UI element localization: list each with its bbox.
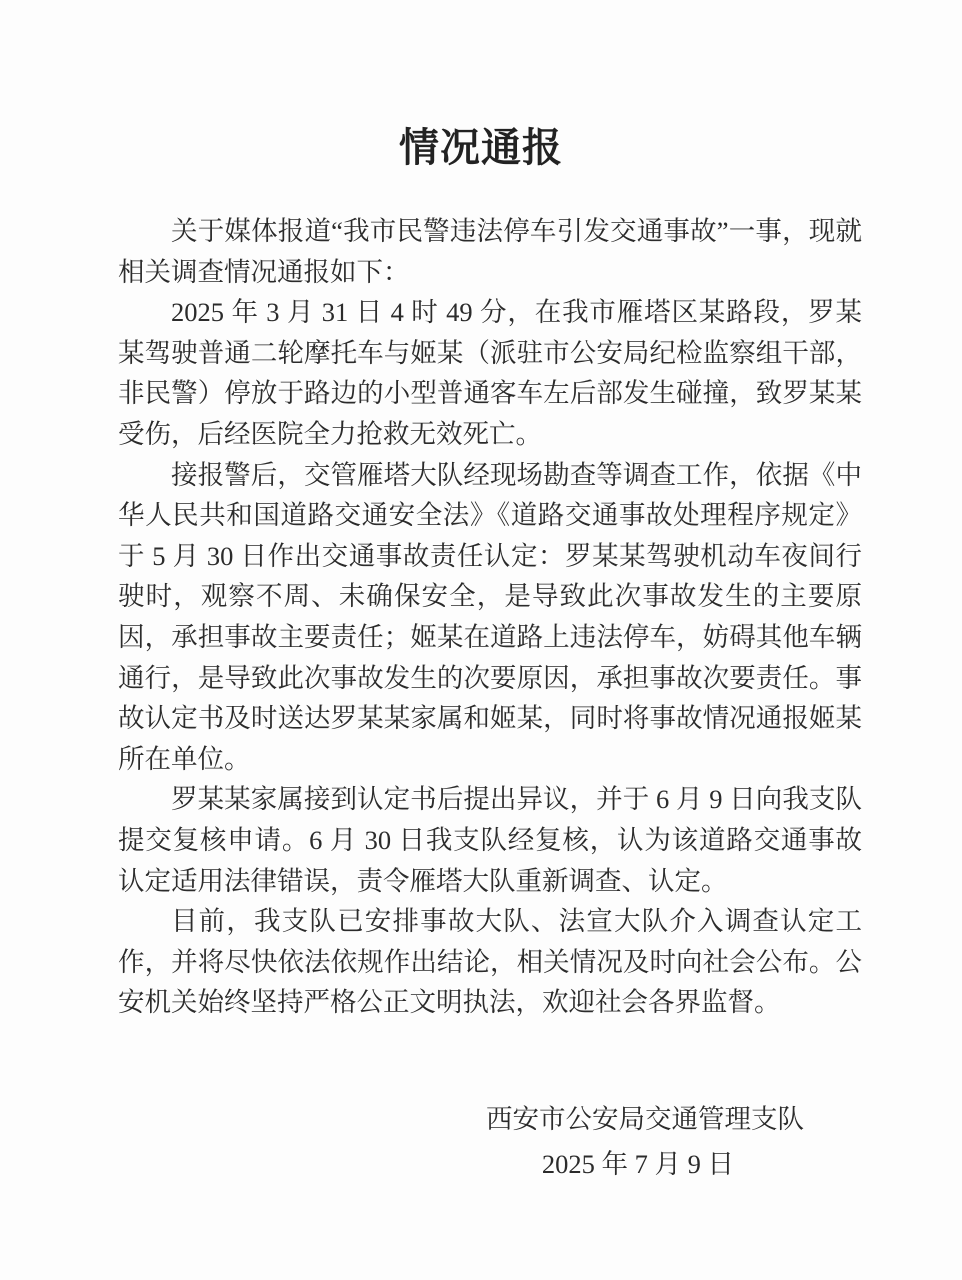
signature-block [118,1099,862,1184]
notice-title: 情况通报 [399,125,563,170]
paragraph-intro: 关于媒体报道“我市民警违法停车引发交通事故”一事，现就相关调查情况通报如下： [118,216,862,287]
issue-date: 2025 年 7 月 9 日 [541,1148,734,1179]
paragraph-family-appeal: 罗某某家属接到认定书后提出异议，并于 6 月 9 日向我支队提交复核申请。6 月 30 日我支队经复核，认为该道路交通事故认定适用法律错误，责令雁塔大队重新调查、认定。 [118,784,862,896]
paragraph-current-status: 目前，我支队已安排事故大队、法宣大队介入调查认定工作，并将尽快依法依规作出结论，相关情况及时向社会公布。公安机关始终坚持严格公正文明执法，欢迎社会各界监督。 [118,906,862,1018]
paragraph-investigation-findings: 接报警后，交管雁塔大队经现场勘查等调查工作，依据《中华人民共和国道路交通安全法》《道路交通事故处理程序规定》于 5 月 30 日作出交通事故责任认定：罗某某驾驶机动车夜间行驶时，观察不周、未确保安全，是导致此次事故发生的主要原因，承担事故主要责任；姬某在道路上违法停车，妨碍其他车辆通行，是导致此次事故发生的次要原因，承担事故次要责任。事故认定书及时送达罗某某家属和姬某，同时将事故情况通报姬某所在单位。 [118,459,862,774]
issuing-authority: 西安市公安局交通管理支队 [486,1104,804,1134]
notice-body [118,211,862,1023]
paragraph-accident-details: 2025 年 3 月 31 日 4 时 49 分，在我市雁塔区某路段，罗某某驾驶普通二轮摩托车与姬某（派驻市公安局纪检监察组干部，非民警）停放于路边的小型普通客车左后部发生碰撞，致罗某某受伤，后经医院全力抢救无效死亡。 [118,297,862,449]
